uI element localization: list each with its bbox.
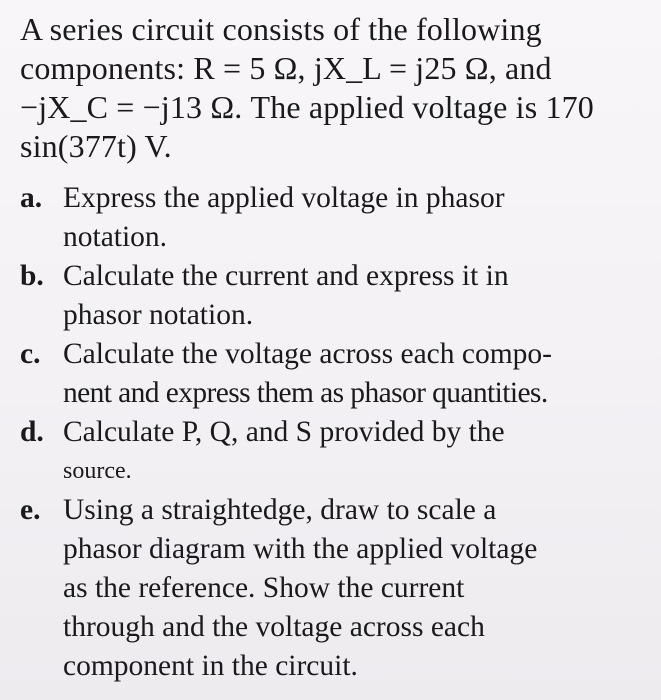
part-line: Calculate the current and express it in xyxy=(63,260,509,292)
part-letter: a. xyxy=(20,182,43,214)
part-text xyxy=(63,257,650,335)
part-line: Express the applied voltage in phasor xyxy=(63,182,505,214)
part-line: Calculate the voltage across each compo- xyxy=(63,338,552,370)
part-line: as the reference. Show the current xyxy=(63,572,465,604)
part-line: phasor diagram with the applied voltage xyxy=(63,533,538,565)
part-line: source. xyxy=(63,458,132,484)
part-line: through and the voltage across each xyxy=(63,611,485,643)
part-letter: e. xyxy=(20,494,41,526)
problem-part-b xyxy=(20,257,650,335)
problem-parts-list xyxy=(20,179,650,686)
part-line: Using a straightedge, draw to scale a xyxy=(63,494,497,526)
part-text xyxy=(63,491,650,686)
part-text xyxy=(63,413,650,491)
problem-part-a xyxy=(20,179,650,257)
intro-line: sin(377t) V. xyxy=(20,128,172,164)
part-line: nent and express them as phasor quantities. xyxy=(63,377,548,409)
part-line: phasor notation. xyxy=(63,299,254,331)
part-letter: d. xyxy=(20,416,44,448)
intro-line: −jX_C = −j13 Ω. The applied voltage is 170 xyxy=(20,89,594,125)
part-text xyxy=(63,179,650,257)
problem-statement xyxy=(20,10,650,166)
part-line: component in the circuit. xyxy=(63,650,358,682)
problem-part-c xyxy=(20,335,650,413)
part-text xyxy=(63,335,650,413)
intro-line: A series circuit consists of the following xyxy=(20,11,542,47)
problem-part-e xyxy=(20,491,650,686)
intro-line: components: R = 5 Ω, jX_L = j25 Ω, and xyxy=(20,50,552,86)
part-line: Calculate P, Q, and S provided by the xyxy=(63,416,505,448)
problem-part-d xyxy=(20,413,650,491)
part-letter: c. xyxy=(20,338,41,370)
part-line: notation. xyxy=(63,221,168,253)
part-letter: b. xyxy=(20,260,44,292)
